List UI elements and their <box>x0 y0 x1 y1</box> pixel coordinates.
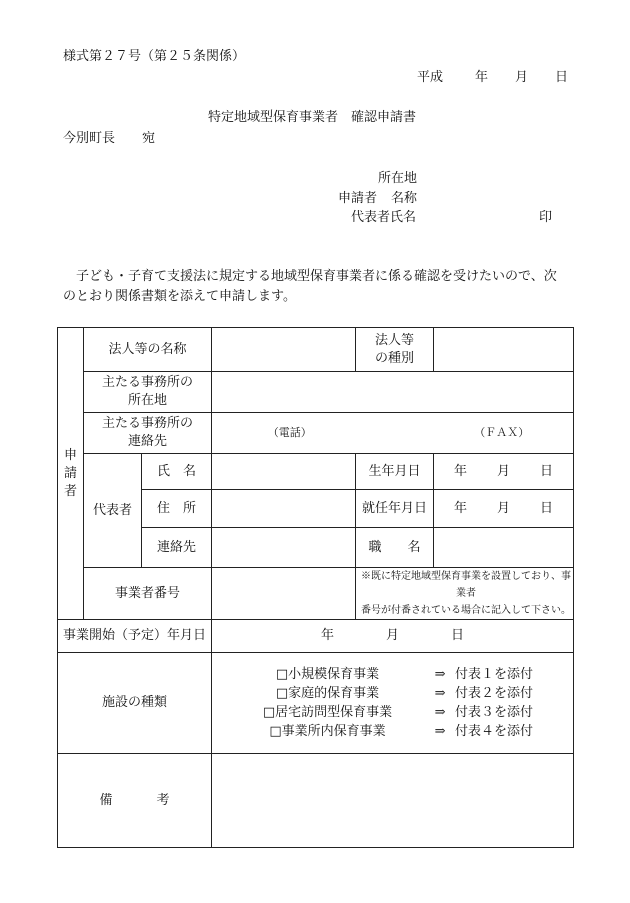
corp-name-label: 法人等の名称 <box>84 328 212 372</box>
operator-number-label: 事業者番号 <box>84 568 212 620</box>
rep-name-field[interactable] <box>212 454 356 490</box>
date-year: 年 <box>475 70 489 85</box>
addressee: 今別町長 <box>63 131 116 146</box>
rep-contact-field[interactable] <box>212 528 356 568</box>
representative-label: 代表者 <box>84 454 142 568</box>
remarks-field[interactable] <box>212 754 574 848</box>
tel-label: （電話） <box>267 426 312 439</box>
date-day: 日 <box>555 70 569 85</box>
office-contact-field[interactable] <box>212 413 574 454</box>
facility-option[interactable]: □家庭的保育事業 ⇒ 付表２を添付 <box>275 685 534 701</box>
remarks-label: 備 考 <box>58 754 212 848</box>
fax-label: （ＦＡＸ） <box>479 426 530 439</box>
position-field[interactable] <box>434 528 574 568</box>
facility-option[interactable]: □居宅訪問型保育事業 ⇒ 付表３を添付 <box>262 704 534 720</box>
office-location-field[interactable] <box>212 372 574 413</box>
document-title: 特定地域型保育事業者 確認申請書 <box>208 110 417 125</box>
facility-option[interactable]: □事業所内保育事業 ⇒ 付表４を添付 <box>269 723 534 739</box>
office-location-label: 主たる事務所の 所在地 <box>84 372 212 413</box>
start-date-label: 事業開始（予定）年月日 <box>58 620 212 653</box>
operator-number-field[interactable] <box>212 568 356 620</box>
facility-type-label: 施設の種類 <box>58 653 212 754</box>
corp-type-field[interactable] <box>434 328 574 372</box>
addressee-suffix: 宛 <box>142 131 156 146</box>
start-date-field[interactable]: 年 月 日 <box>212 620 574 653</box>
seal-mark: 印 <box>539 210 553 225</box>
applicant-side-label: 申請者 <box>58 328 84 620</box>
appointment-date-label: 就任年月日 <box>356 490 434 528</box>
date-era: 平成 <box>417 70 444 85</box>
form-number: 様式第２７号（第２５条関係） <box>63 49 246 64</box>
corp-name-field[interactable] <box>212 328 356 372</box>
appointment-date-field[interactable]: 年 月 日 <box>434 490 574 528</box>
rep-contact-label: 連絡先 <box>142 528 212 568</box>
facility-option[interactable]: □小規模保育事業 ⇒ 付表１を添付 <box>275 666 534 682</box>
corp-type-label: 法人等 の種別 <box>356 328 434 372</box>
operator-number-note: ※既に特定地域型保育事業を設置しており、事業者 番号が付番されている場合に記入して下さい。 <box>356 568 574 620</box>
application-form-table <box>57 327 574 848</box>
statement-line-1: 子ども・子育て支援法に規定する地域型保育事業者に係る確認を受けたいので、次 <box>76 269 557 284</box>
rep-address-label: 住 所 <box>142 490 212 528</box>
name-label: 名称 <box>391 191 418 206</box>
statement-line-2: のとおり関係書類を添えて申請します。 <box>63 289 296 304</box>
birth-date-field[interactable]: 年 月 日 <box>434 454 574 490</box>
representative-name-label: 代表者氏名 <box>351 210 417 225</box>
location-label: 所在地 <box>378 171 418 186</box>
applicant-label: 申請者 <box>338 191 378 206</box>
rep-name-label: 氏 名 <box>142 454 212 490</box>
birth-date-label: 生年月日 <box>356 454 434 490</box>
date-month: 月 <box>515 70 529 85</box>
position-label: 職 名 <box>356 528 434 568</box>
office-contact-label: 主たる事務所の 連絡先 <box>84 413 212 454</box>
facility-type-list <box>212 653 574 754</box>
rep-address-field[interactable] <box>212 490 356 528</box>
